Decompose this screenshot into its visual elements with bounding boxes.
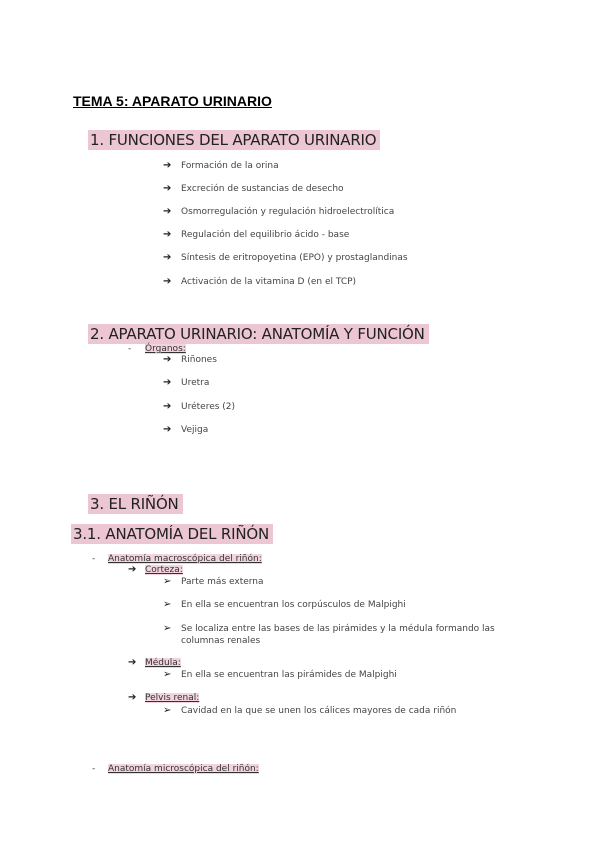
list-item: Activación de la vitamina D (en el TCP)	[181, 277, 357, 287]
arrow-icon: ➔	[163, 160, 172, 171]
corteza-label: Corteza:	[145, 565, 183, 575]
dash-bullet: -	[92, 554, 96, 564]
section-3-1-heading: 3.1. ANATOMÍA DEL RIÑÓN	[71, 524, 273, 544]
list-item: Uréteres (2)	[181, 402, 236, 412]
arrow-icon: ➔	[128, 692, 137, 703]
chevron-icon: ➢	[163, 705, 172, 716]
list-item: En ella se encuentran las pirámides de Malpighi	[181, 670, 397, 680]
arrow-icon: ➔	[163, 424, 172, 435]
list-item: Excreción de sustancias de desecho	[181, 184, 344, 194]
arrow-icon: ➔	[163, 276, 172, 287]
list-item: Riñones	[181, 355, 217, 365]
list-item: Parte más externa	[181, 577, 264, 587]
arrow-icon: ➔	[128, 564, 137, 575]
pelvis-label: Pelvis renal:	[145, 693, 200, 703]
arrow-icon: ➔	[163, 401, 172, 412]
list-item: Cavidad en la que se unen los cálices mayores de cada riñón	[181, 706, 457, 716]
micro-label: Anatomía microscópica del riñón:	[108, 764, 259, 774]
chevron-icon: ➢	[163, 669, 172, 680]
macro-label: Anatomía macroscópica del riñón:	[108, 554, 262, 564]
dash-bullet: -	[92, 764, 96, 774]
arrow-icon: ➔	[163, 252, 172, 263]
page-title: TEMA 5: APARATO URINARIO	[73, 93, 272, 109]
dash-bullet: -	[128, 344, 132, 354]
list-item: En ella se encuentran los corpúsculos de Malpighi	[181, 600, 406, 610]
list-item: Se localiza entre las bases de las pirámides y la médula formando las	[181, 624, 495, 634]
arrow-icon: ➔	[163, 377, 172, 388]
arrow-icon: ➔	[163, 183, 172, 194]
list-item: Vejiga	[181, 425, 209, 435]
arrow-icon: ➔	[163, 229, 172, 240]
organos-label: Órganos:	[145, 344, 186, 354]
chevron-icon: ➢	[163, 576, 172, 587]
arrow-icon: ➔	[128, 657, 137, 668]
chevron-icon: ➢	[163, 623, 172, 634]
list-item: Formación de la orina	[181, 161, 279, 171]
list-item-continuation: columnas renales	[181, 636, 261, 646]
arrow-icon: ➔	[163, 354, 172, 365]
arrow-icon: ➔	[163, 206, 172, 217]
section-3-heading: 3. EL RIÑÓN	[88, 494, 183, 514]
section-1-heading: 1. FUNCIONES DEL APARATO URINARIO	[88, 130, 380, 150]
list-item: Regulación del equilibrio ácido - base	[181, 230, 350, 240]
chevron-icon: ➢	[163, 599, 172, 610]
list-item: Uretra	[181, 378, 210, 388]
list-item: Síntesis de eritropoyetina (EPO) y prostaglandinas	[181, 253, 408, 263]
medula-label: Médula:	[145, 658, 181, 668]
list-item: Osmorregulación y regulación hidroelectrolítica	[181, 207, 395, 217]
section-2-heading: 2. APARATO URINARIO: ANATOMÍA Y FUNCIÓN	[88, 324, 429, 344]
